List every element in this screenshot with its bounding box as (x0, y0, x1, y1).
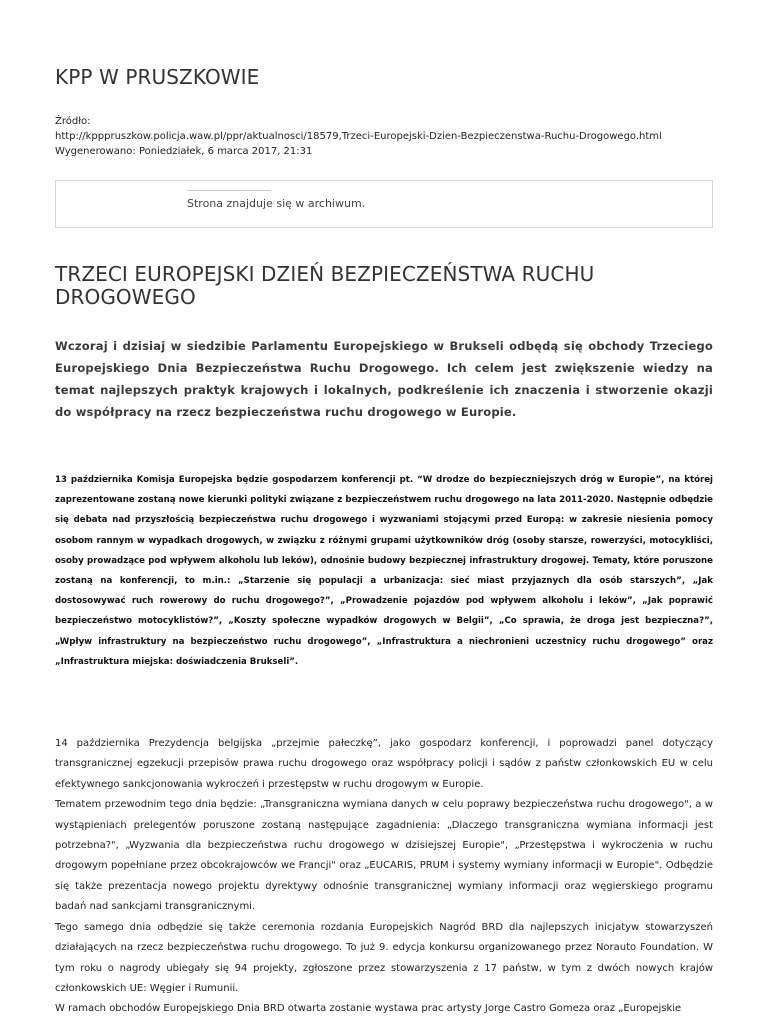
article-bold-paragraph: 13 października Komisja Europejska będzie gospodarzem konferencji pt. “W drodze do bezpieczniejszych dróg w Europie”, na której zaprezentowane zostaną nowe kierunki polityki związane z bezpieczeństwem ruchu drogowego na lata 2011-2020. Następnie odbędzie się debata nad przyszłością bezpieczeństwa ruchu drogowego i wyzwaniami stojącymi przed Europą: w zakresie niesienia pomocy osobom rannym w wypadkach drogowych, w związku z różnymi grupami użytkowników dróg (osoby starsze, rowerzyści, motocykliści, osoby prowadzące pod wpływem alkoholu lub leków), odnośnie budowy bezpiecznej infrastruktury drogowej. Tematy, które poruszone zostaną na konferencji, to m.in.: „Starzenie się populacji a urbanizacja: sieć miast przyjaznych dla osób starszych”, „Jak dostosowywać ruch rowerowy do ruchu drogowego?”, „Prowadzenie pojazdów pod wpływem alkoholu i leków”, „Jak poprawić bezpieczeństwo motocyklistów?”, „Koszty społeczne wypadków drogowych w Belgii”, „Co sprawia, że droga jest bezpieczna?”, „Wpływ infrastruktury na bezpieczeństwo ruchu drogowego”, „Infrastruktura a niechronieni uczestnicy ruchu drogowego” oraz „Infrastruktura miejska: doświadczenia Brukseli”. (55, 475, 713, 667)
source-label: Źródło: (55, 116, 91, 127)
article-lead: Wczoraj i dzisiaj w siedzibie Parlamentu Europejskiego w Brukseli odbędą się obchody Trzeciego Europejskiego Dnia Bezpieczeństwa Ruchu Drogowego. Ich celem jest zwiększenie wiedzy na temat najlepszych praktyk krajowych i lokalnych, podkreślenie ich znaczenia i stworzenie okazji do współpracy na rzecz bezpieczeństwa ruchu drogowego w Europie. (55, 339, 713, 419)
archive-notice: Strona znajduje się w archiwum. (187, 197, 366, 210)
archive-notice-box (55, 180, 713, 228)
site-title: KPP W PRUSZKOWIE (55, 65, 260, 89)
generated-date: Wygenerowano: Poniedziałek, 6 marca 2017, 21:31 (55, 146, 313, 157)
archive-divider (187, 190, 271, 191)
article-body (55, 734, 713, 1020)
body-paragraph: Tego samego dnia odbędzie się także ceremonia rozdania Europejskich Nagród BRD dla najlepszych inicjatyw stowarzyszeń działających na rzecz bezpieczeństwa ruchu drogowego. To już 9. edycja konkursu organizowanego przez Norauto Foundation. W tym roku o nagrody ubiegały się 94 projekty, zgłoszone przez stowarzyszenia z 17 państw, w tym z dwóch nowych krajów członkowskich UE: Węgier i Rumunii. (55, 921, 713, 994)
body-paragraph: 14 października Prezydencja belgijska „przejmie pałeczkę”, jako gospodarz konferencji, i poprowadzi panel dotyczący transgranicznej egzekucji przepisów prawa ruchu drogowego oraz współpracy policji i sądów z państw członkowskich EU w celu efektywnego sankcjonowania wykroczeń i przestępstw w ruchu drogowym w Europie. (55, 738, 713, 790)
body-paragraph: W ramach obchodów Europejskiego Dnia BRD otwarta zostanie wystawa prac artysty Jorge Castro Gomeza oraz „Europejskie (55, 1003, 682, 1015)
source-meta (55, 114, 713, 159)
source-url: http://kpppruszkow.policja.waw.pl/ppr/aktualnosci/18579,Trzeci-Europejski-Dzien-Bezpieczenstwa-Ruchu-Drogowego.html (55, 131, 662, 142)
body-paragraph: Tematem przewodnim tego dnia będzie: „Transgraniczna wymiana danych w celu poprawy bezpieczeństwa ruchu drogowego", a w wystąpieniach prelegentów poruszone zostaną następujące zagadnienia: „Dlaczego transgraniczna wymiana informacji jest potrzebna?", „Wyzwania dla bezpieczeństwa ruchu drogowego w dzisiejszej Europie", „Przestępstwa i wykroczenia w ruchu drogowym popełniane przez obcokrajowców we Francji" oraz „EUCARIS, PRUM i systemy wymiany informacji w Europie". Odbędzie się także prezentacja nowego projektu dyrektywy odnośnie transgranicznej wymiany informacji oraz węgierskiego programu badań nad sankcjami transgranicznymi. (55, 799, 713, 913)
article-title: TRZECI EUROPEJSKI DZIEŃ BEZPIECZEŃSTWA RUCHU DROGOWEGO (55, 262, 595, 309)
